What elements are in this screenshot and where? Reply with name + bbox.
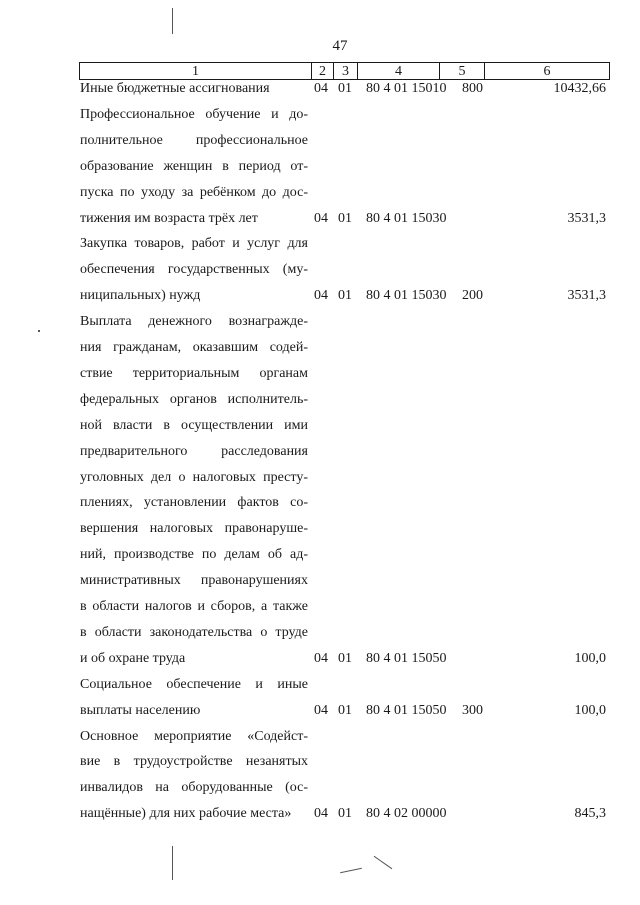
- row-description-line: в области законодательства о труде: [80, 624, 308, 640]
- row-cell-c2: 04: [314, 806, 328, 822]
- column-header-3: 3: [334, 63, 358, 79]
- row-description-line: Закупка товаров, работ и услуг для: [80, 236, 308, 252]
- row-cell-c3: 01: [338, 702, 352, 718]
- scan-mark: [340, 868, 362, 874]
- row-cell-c5: 300: [462, 702, 483, 718]
- row-cell-c3: 01: [338, 81, 352, 96]
- row-description-line: ниципальных) нужд: [80, 288, 201, 304]
- row-cell-c6: 100,0: [574, 702, 606, 718]
- row-cell-c3: 01: [338, 650, 352, 666]
- row-cell-c6: 10432,66: [553, 81, 606, 96]
- scan-mark: [172, 846, 173, 880]
- row-description-line: ствие территориальным органам: [80, 365, 308, 381]
- row-cell-c2: 04: [314, 210, 328, 226]
- column-header-2: 2: [312, 63, 334, 79]
- row-description-line: нащённые) для них рабочие места»: [80, 806, 292, 822]
- row-description-line: вие в трудоустройстве незанятых: [80, 754, 308, 770]
- row-description-line: предварительного расследования: [80, 443, 308, 459]
- row-cell-c2: 04: [314, 650, 328, 666]
- row-description-line: Выплата денежного вознагражде-: [80, 314, 308, 330]
- row-description-line: уголовных дел о налоговых престу-: [80, 469, 308, 485]
- row-description-line: ной власти в осуществлении ими: [80, 417, 308, 433]
- row-cell-c6: 845,3: [574, 806, 606, 822]
- row-description-line: тижения им возраста трёх лет: [80, 210, 258, 226]
- table-header-row: [79, 62, 610, 80]
- row-description-line: Профессиональное обучение и до-: [80, 106, 308, 122]
- row-cell-c4: 80 4 01 15050: [366, 702, 447, 718]
- row-description-line: министративных правонарушениях: [80, 573, 308, 589]
- row-description-line: Социальное обеспечение и иные: [80, 676, 308, 692]
- row-description-line: федеральных органов исполнитель-: [80, 391, 308, 407]
- scan-mark: [38, 330, 40, 332]
- row-cell-c3: 01: [338, 806, 352, 822]
- row-description-line: полнительное профессиональное: [80, 132, 308, 148]
- row-cell-c6: 100,0: [574, 650, 606, 666]
- row-description-line: инвалидов на оборудованные (ос-: [80, 780, 308, 796]
- row-cell-c4: 80 4 01 15030: [366, 210, 447, 226]
- row-description-line: и об охране труда: [80, 650, 186, 666]
- row-cell-c2: 04: [314, 81, 328, 96]
- row-cell-c3: 01: [338, 288, 352, 304]
- scan-mark: [172, 8, 173, 34]
- row-description-line: в области налогов и сборов, а также: [80, 599, 308, 614]
- page-number: 47: [332, 38, 348, 54]
- row-cell-c5: 200: [462, 288, 483, 304]
- row-cell-c6: 3531,3: [567, 210, 606, 226]
- row-description-line: вершения налоговых правонаруше-: [80, 521, 308, 537]
- row-description-line: пуска по уходу за ребёнком до дос-: [80, 184, 308, 200]
- row-cell-c4: 80 4 01 15010: [366, 81, 447, 96]
- row-cell-c4: 80 4 02 00000: [366, 806, 447, 822]
- row-description-line: образование женщин в период от-: [80, 158, 308, 174]
- row-description-line: обеспечения государственных (му-: [80, 262, 308, 278]
- row-description-line: плениях, установлении фактов со-: [80, 495, 308, 511]
- row-cell-c4: 80 4 01 15030: [366, 288, 447, 304]
- row-cell-c3: 01: [338, 210, 352, 226]
- row-description-line: Иные бюджетные ассигнования: [80, 81, 270, 96]
- row-cell-c6: 3531,3: [567, 288, 606, 304]
- row-cell-c2: 04: [314, 288, 328, 304]
- column-header-1: 1: [80, 63, 312, 79]
- column-header-4: 4: [358, 63, 440, 79]
- row-cell-c4: 80 4 01 15050: [366, 650, 447, 666]
- row-cell-c2: 04: [314, 702, 328, 718]
- row-cell-c5: 800: [462, 81, 483, 96]
- scan-mark: [374, 856, 393, 869]
- row-description-line: ний, производстве по делам об ад-: [80, 547, 308, 563]
- row-description-line: Основное мероприятие «Содейст-: [80, 728, 308, 744]
- row-description-line: выплаты населению: [80, 702, 201, 718]
- column-header-5: 5: [440, 63, 485, 79]
- column-header-6: 6: [543, 64, 551, 79]
- row-description-line: ния гражданам, оказавшим содей-: [80, 340, 308, 355]
